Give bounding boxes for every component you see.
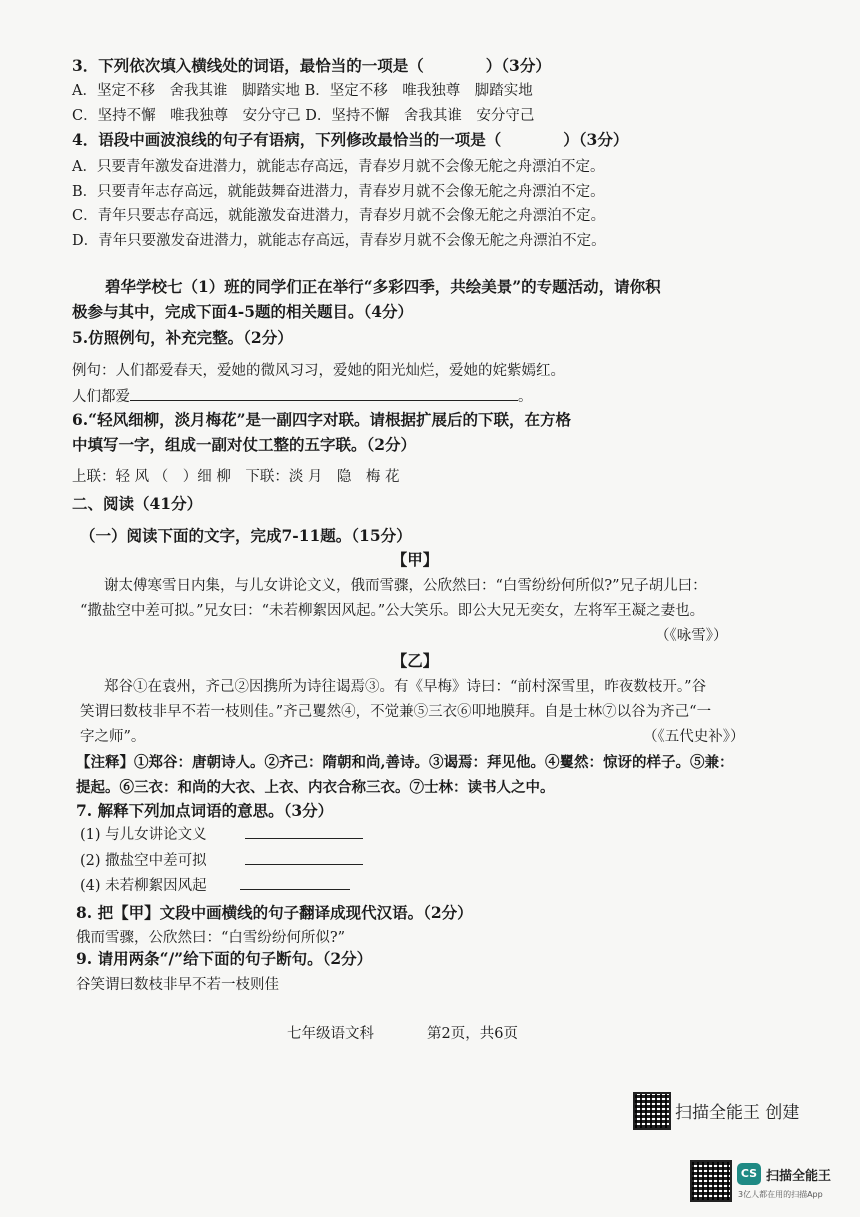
q6-couplet: 上联：轻 风 （ ）细 柳 下联：淡 月 隐 梅 花	[72, 469, 400, 485]
scanner-create-label: 扫描全能王 创建	[675, 1103, 800, 1123]
q4-option-b: B．只要青年志存高远，就能鼓舞奋进潜力，青春岁月就不会像无舵之舟漂泊不定。	[72, 184, 605, 200]
passage-yi-line-2: 笑谓曰数枝非早不若一枝则佳。”齐己矍然④，不觉兼⑤三衣⑥叩地膜拜。自是士林⑦以谷为齐己“一	[80, 704, 712, 720]
passage-jia-label: 【甲】	[391, 550, 439, 569]
passage-yi-line-1: 郑谷①在袁州，齐己②因携所为诗往谒焉③。有《早梅》诗曰：“前村深雪里，昨夜数枝开。”谷	[104, 679, 707, 695]
q7-item-1	[80, 825, 207, 845]
annotation-line-2: 提起。⑥三衣：和尚的大衣、上衣、内衣合称三衣。⑦士林：读书人之中。	[76, 779, 555, 796]
q7-stem: 7. 解释下列加点词语的意思。（3分）	[76, 801, 334, 820]
q4-option-a: A．只要青年激发奋进潜力，就能志存高远，青春岁月就不会像无舵之舟漂泊不定。	[72, 159, 605, 175]
footer-subject: 七年级语文科	[287, 1026, 374, 1042]
q3-options-cd: C．坚持不懈 唯我独尊 安分守己 D．坚持不懈 舍我其谁 安分守己	[72, 108, 535, 124]
camscanner-logo-icon: CS	[737, 1163, 761, 1185]
q8-sentence: 俄而雪骤，公欣然曰：“白雪纷纷何所似?”	[76, 930, 346, 946]
q7-item-3-text: (4) 未若柳絮因风起	[80, 878, 207, 894]
q7-answer-blank-2[interactable]	[245, 850, 363, 865]
q6-line-1: 6.“轻风细柳，淡月梅花”是一副四字对联。请根据扩展后的下联，在方格	[72, 410, 572, 429]
q5-answer-prefix: 人们都爱	[72, 389, 130, 405]
q5-answer-blank[interactable]	[130, 386, 518, 401]
q5-stem: 5.仿照例句，补充完整。（2分）	[72, 328, 293, 347]
passage-yi-label: 【乙】	[391, 651, 439, 670]
passage-yi-source: （《五代史补》）	[643, 729, 745, 745]
q9-sentence: 谷笑谓曰数枝非早不若一枝则佳	[76, 977, 279, 993]
q7-answer-blank-1[interactable]	[245, 824, 363, 839]
qr-code-icon	[633, 1092, 671, 1130]
q4-option-d: D．青年只要激发奋进潜力，就能志存高远，青春岁月就不会像无舵之舟漂泊不定。	[72, 233, 606, 249]
passage-yi-line-3: 字之师”。	[80, 729, 146, 745]
q7-item-2-text: (2) 撒盐空中差可拟	[80, 853, 207, 869]
part-1-heading: （一）阅读下面的文字，完成7-11题。（15分）	[80, 526, 412, 545]
q3-stem: 3．下列依次填入横线处的词语，最恰当的一项是（ ）（3分）	[72, 56, 551, 75]
section-2-heading: 二、阅读（41分）	[72, 494, 203, 513]
q5-answer-end: 。	[518, 389, 533, 405]
q9-stem: 9. 请用两条“/”给下面的句子断句。（2分）	[76, 949, 373, 968]
qr-code-small-icon	[690, 1160, 732, 1202]
passage-jia-source: （《咏雪》）	[655, 628, 728, 644]
passage-jia-line-2: “撒盐空中差可拟。”兄女曰：“未若柳絮因风起。”公大笑乐。即公大兄无奕女，左将军王凝之妻也。	[80, 603, 705, 619]
scanner-tagline: 3亿人都在用的扫描App	[738, 1190, 823, 1199]
scanner-brand-name: 扫描全能王	[766, 1169, 832, 1184]
q8-stem: 8. 把【甲】文段中画横线的句子翻译成现代汉语。（2分）	[76, 903, 473, 922]
q7-item-1-text: (1) 与儿女讲论文义	[80, 827, 207, 843]
q4-stem: 4．语段中画波浪线的句子有语病，下列修改最恰当的一项是（ ）（3分）	[72, 130, 629, 149]
q5-answer-line	[72, 386, 533, 407]
annotation-line-1: 【注释】①郑谷：唐朝诗人。②齐己：隋朝和尚,善诗。③谒焉：拜见他。④矍然：惊讶的样子。⑤兼：	[76, 754, 734, 771]
q6-line-2: 中填写一字，组成一副对仗工整的五字联。（2分）	[72, 435, 417, 454]
q4-option-c: C．青年只要志存高远，就能激发奋进潜力，青春岁月就不会像无舵之舟漂泊不定。	[72, 208, 606, 224]
q7-item-3	[80, 876, 207, 896]
activity-line-1: 碧华学校七（1）班的同学们正在举行“多彩四季，共绘美景”的专题活动，请你积	[105, 277, 661, 296]
activity-line-2: 极参与其中，完成下面4-5题的相关题目。（4分）	[72, 302, 414, 321]
q3-options-ab: A．坚定不移 舍我其谁 脚踏实地 B．坚定不移 唯我独尊 脚踏实地	[72, 83, 533, 99]
passage-jia-line-1: 谢太傅寒雪日内集，与儿女讲论文义，俄而雪骤，公欣然曰：“白雪纷纷何所似?”兄子胡儿曰：	[104, 578, 707, 594]
footer-page-number: 第2页，共6页	[427, 1026, 518, 1042]
q5-example: 例句：人们都爱春天，爱她的微风习习，爱她的阳光灿烂，爱她的姹紫嫣红。	[72, 363, 565, 379]
q7-item-2	[80, 851, 207, 871]
q7-answer-blank-3[interactable]	[240, 875, 350, 890]
